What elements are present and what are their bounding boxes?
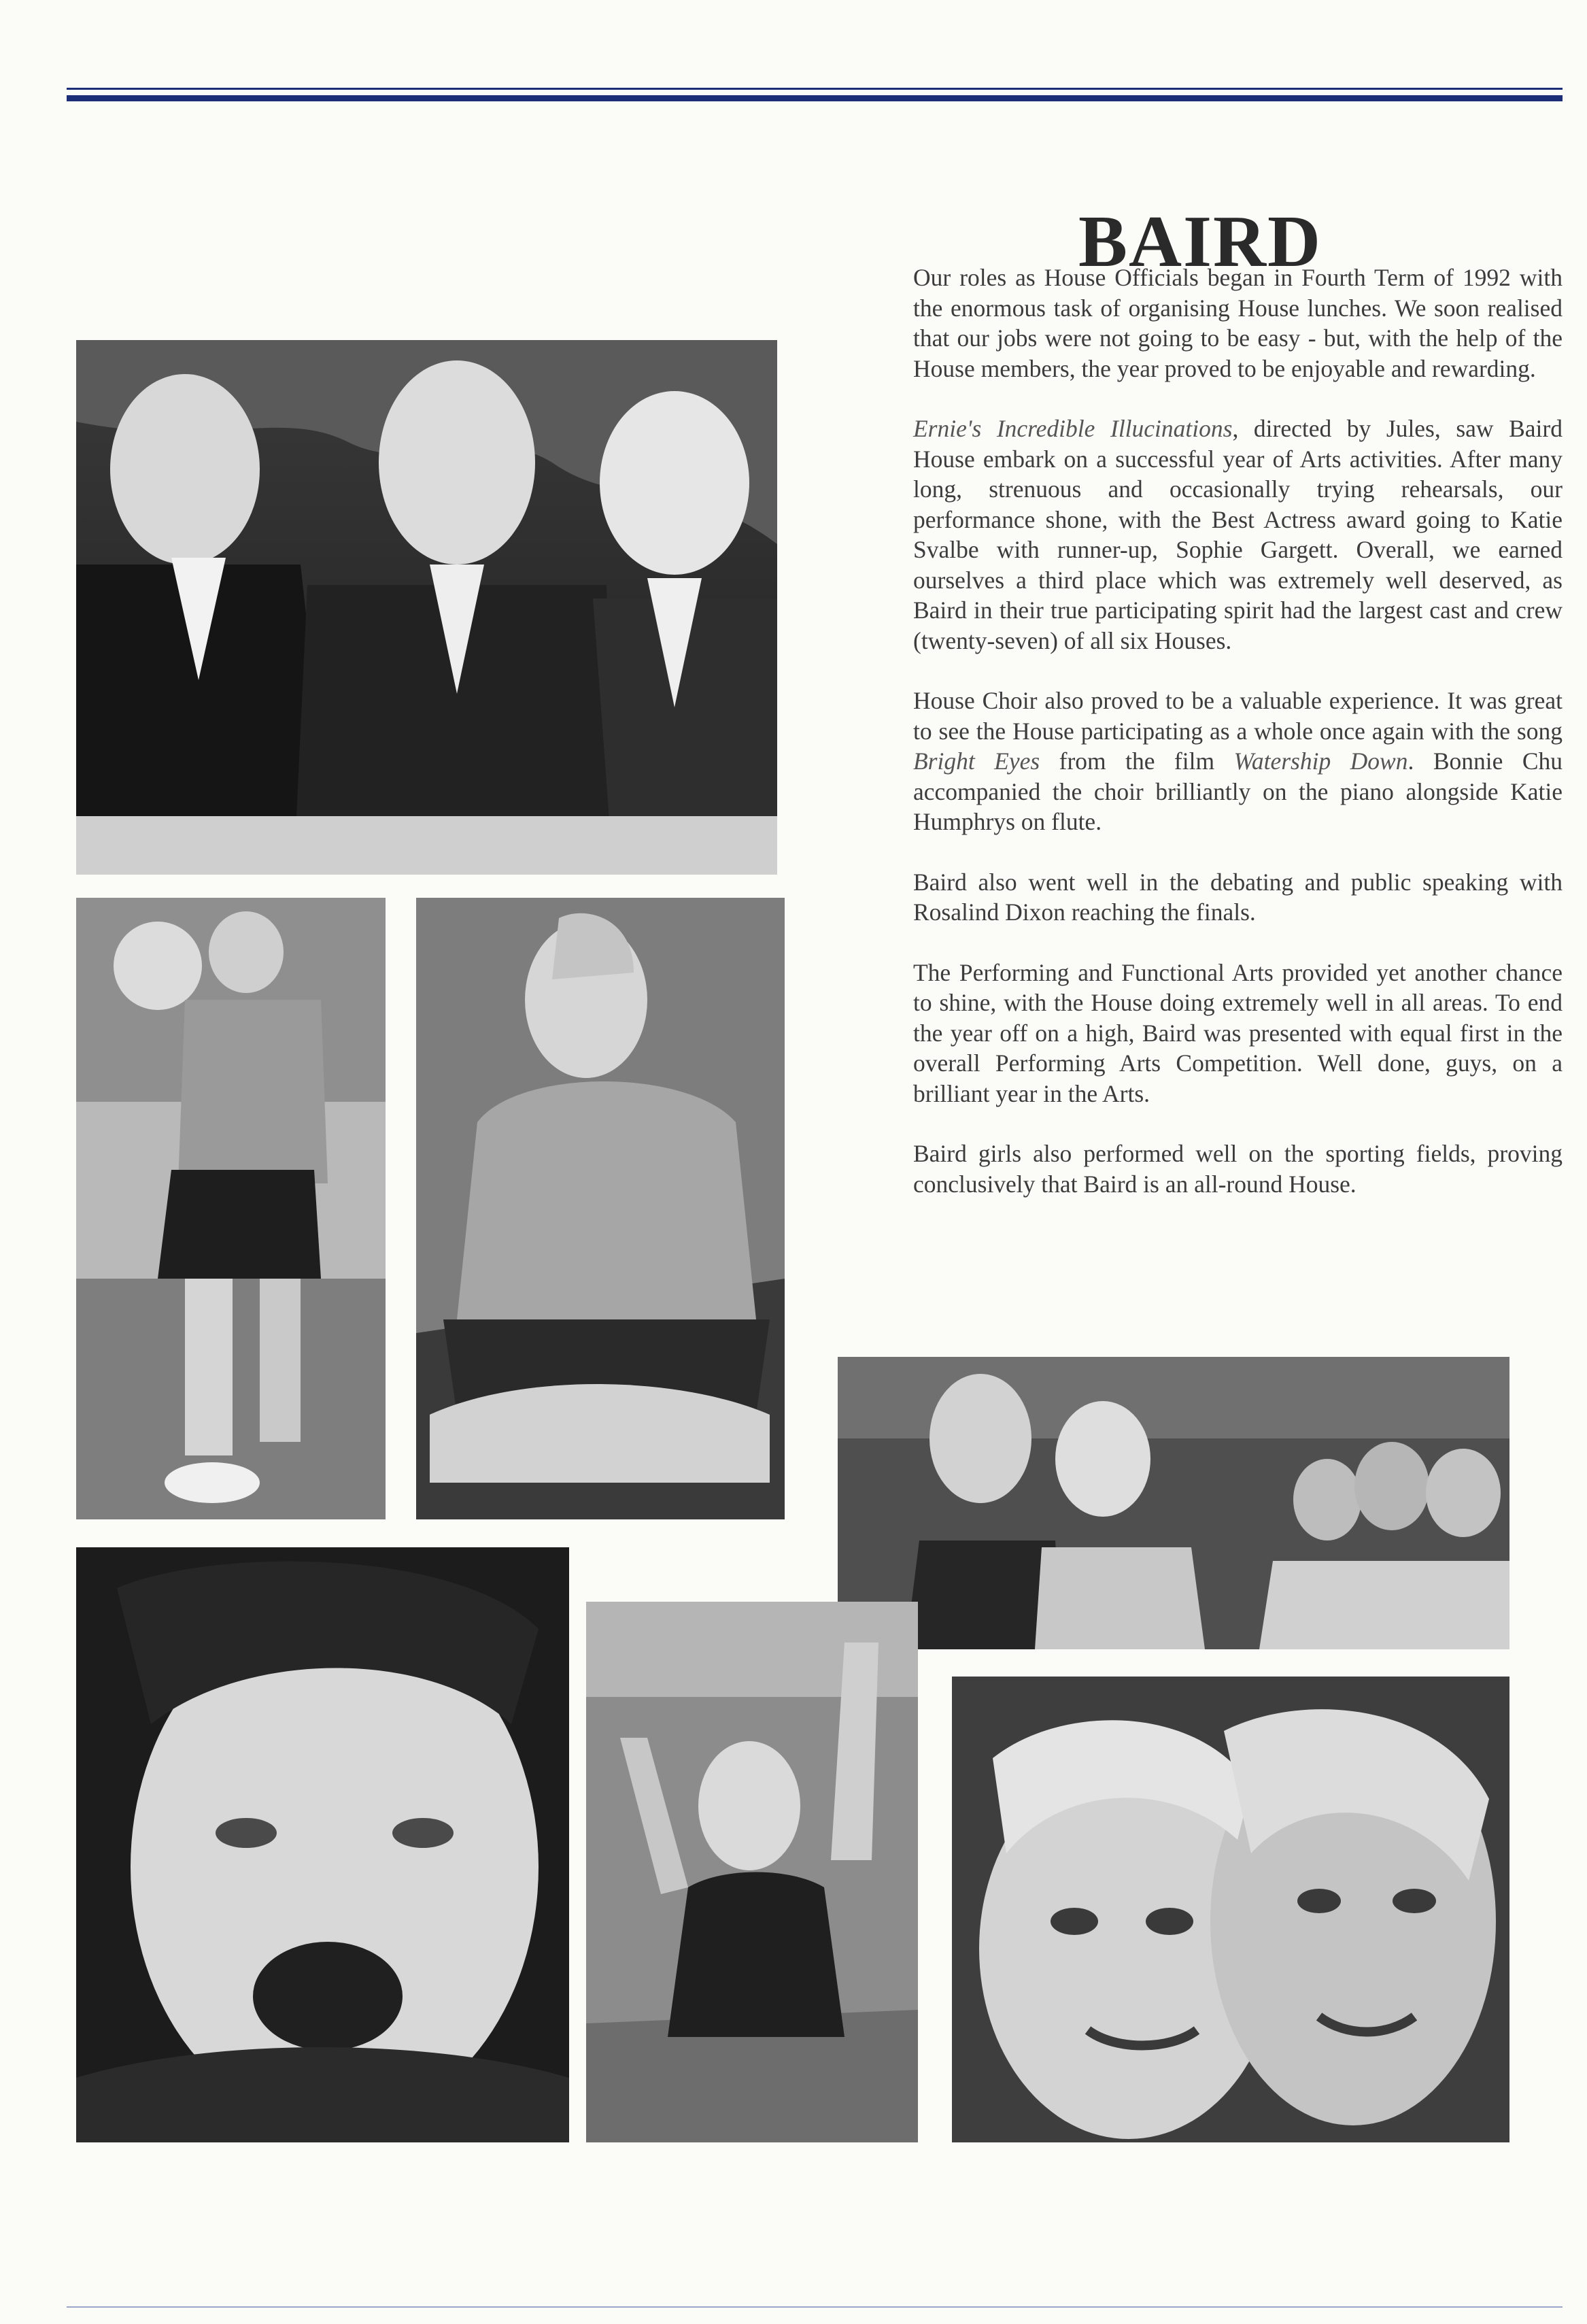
paragraph-text: Our roles as House Officials began in Fourth Term of 1992 with the enormous task of organising House lunches. We soon realised that our jobs were not going to be easy - but, with the help of the House members, the year proved to be enjoyable and rewarding. [913, 264, 1563, 382]
photo-house-captains [76, 340, 777, 875]
title-italic: Bright Eyes [913, 747, 1040, 775]
paragraph-text: from the film [1040, 747, 1234, 775]
paragraph-text: , directed by Jules, saw Baird House embark on a successful year of Arts activities. After many long, strenuous and occasionally trying rehearsals, our performance shone, with the Best Actress award going to Katie Svalbe with runner-up, Sophie Gargett. Overall, we earned ourselves a third place which was extremely well deserved, as Baird in their true participating spirit had the largest cast and crew (twenty-seven) of all six Houses. [913, 415, 1563, 654]
article-body [913, 263, 1563, 1229]
photo-laughing-closeup [76, 1547, 569, 2142]
header-rule-thin [67, 88, 1563, 90]
article-paragraph [913, 867, 1563, 928]
photo-netball-player [76, 898, 386, 1519]
title-italic: Watership Down [1233, 747, 1408, 775]
article-paragraph [913, 263, 1563, 384]
paragraph-text: The Performing and Functional Arts provided yet another chance to shine, with the House doing extremely well in all areas. To end the year off on a high, Baird was presented with equal first in the overall Performing Arts Competition. Well done, guys, on a brilliant year in the Arts. [913, 958, 1563, 1107]
photo-swimmer-waving [586, 1602, 918, 2142]
page-title: BAIRD [1078, 201, 1322, 283]
footer-rule [67, 2306, 1563, 2308]
article-paragraph [913, 686, 1563, 837]
photo-girl-sitting [416, 898, 785, 1519]
paragraph-text: Baird also went well in the debating and public speaking with Rosalind Dixon reaching the finals. [913, 868, 1563, 926]
article-paragraph [913, 1139, 1563, 1199]
photo-girls-watching [838, 1357, 1509, 1649]
paragraph-text: House Choir also proved to be a valuable experience. It was great to see the House participating as a whole once again with the song [913, 687, 1563, 745]
article-paragraph [913, 958, 1563, 1109]
paragraph-text: . Bonnie Chu accompanied the choir brilliantly on the piano alongside Katie Humphrys on flute. [913, 747, 1563, 835]
photo-two-girls [952, 1677, 1509, 2142]
header-rule-thick [67, 95, 1563, 101]
article-paragraph [913, 414, 1563, 656]
paragraph-text: Baird girls also performed well on the sporting fields, proving conclusively that Baird is an all-round House. [913, 1140, 1563, 1198]
title-italic: Ernie's Incredible Illucinations [913, 415, 1233, 442]
